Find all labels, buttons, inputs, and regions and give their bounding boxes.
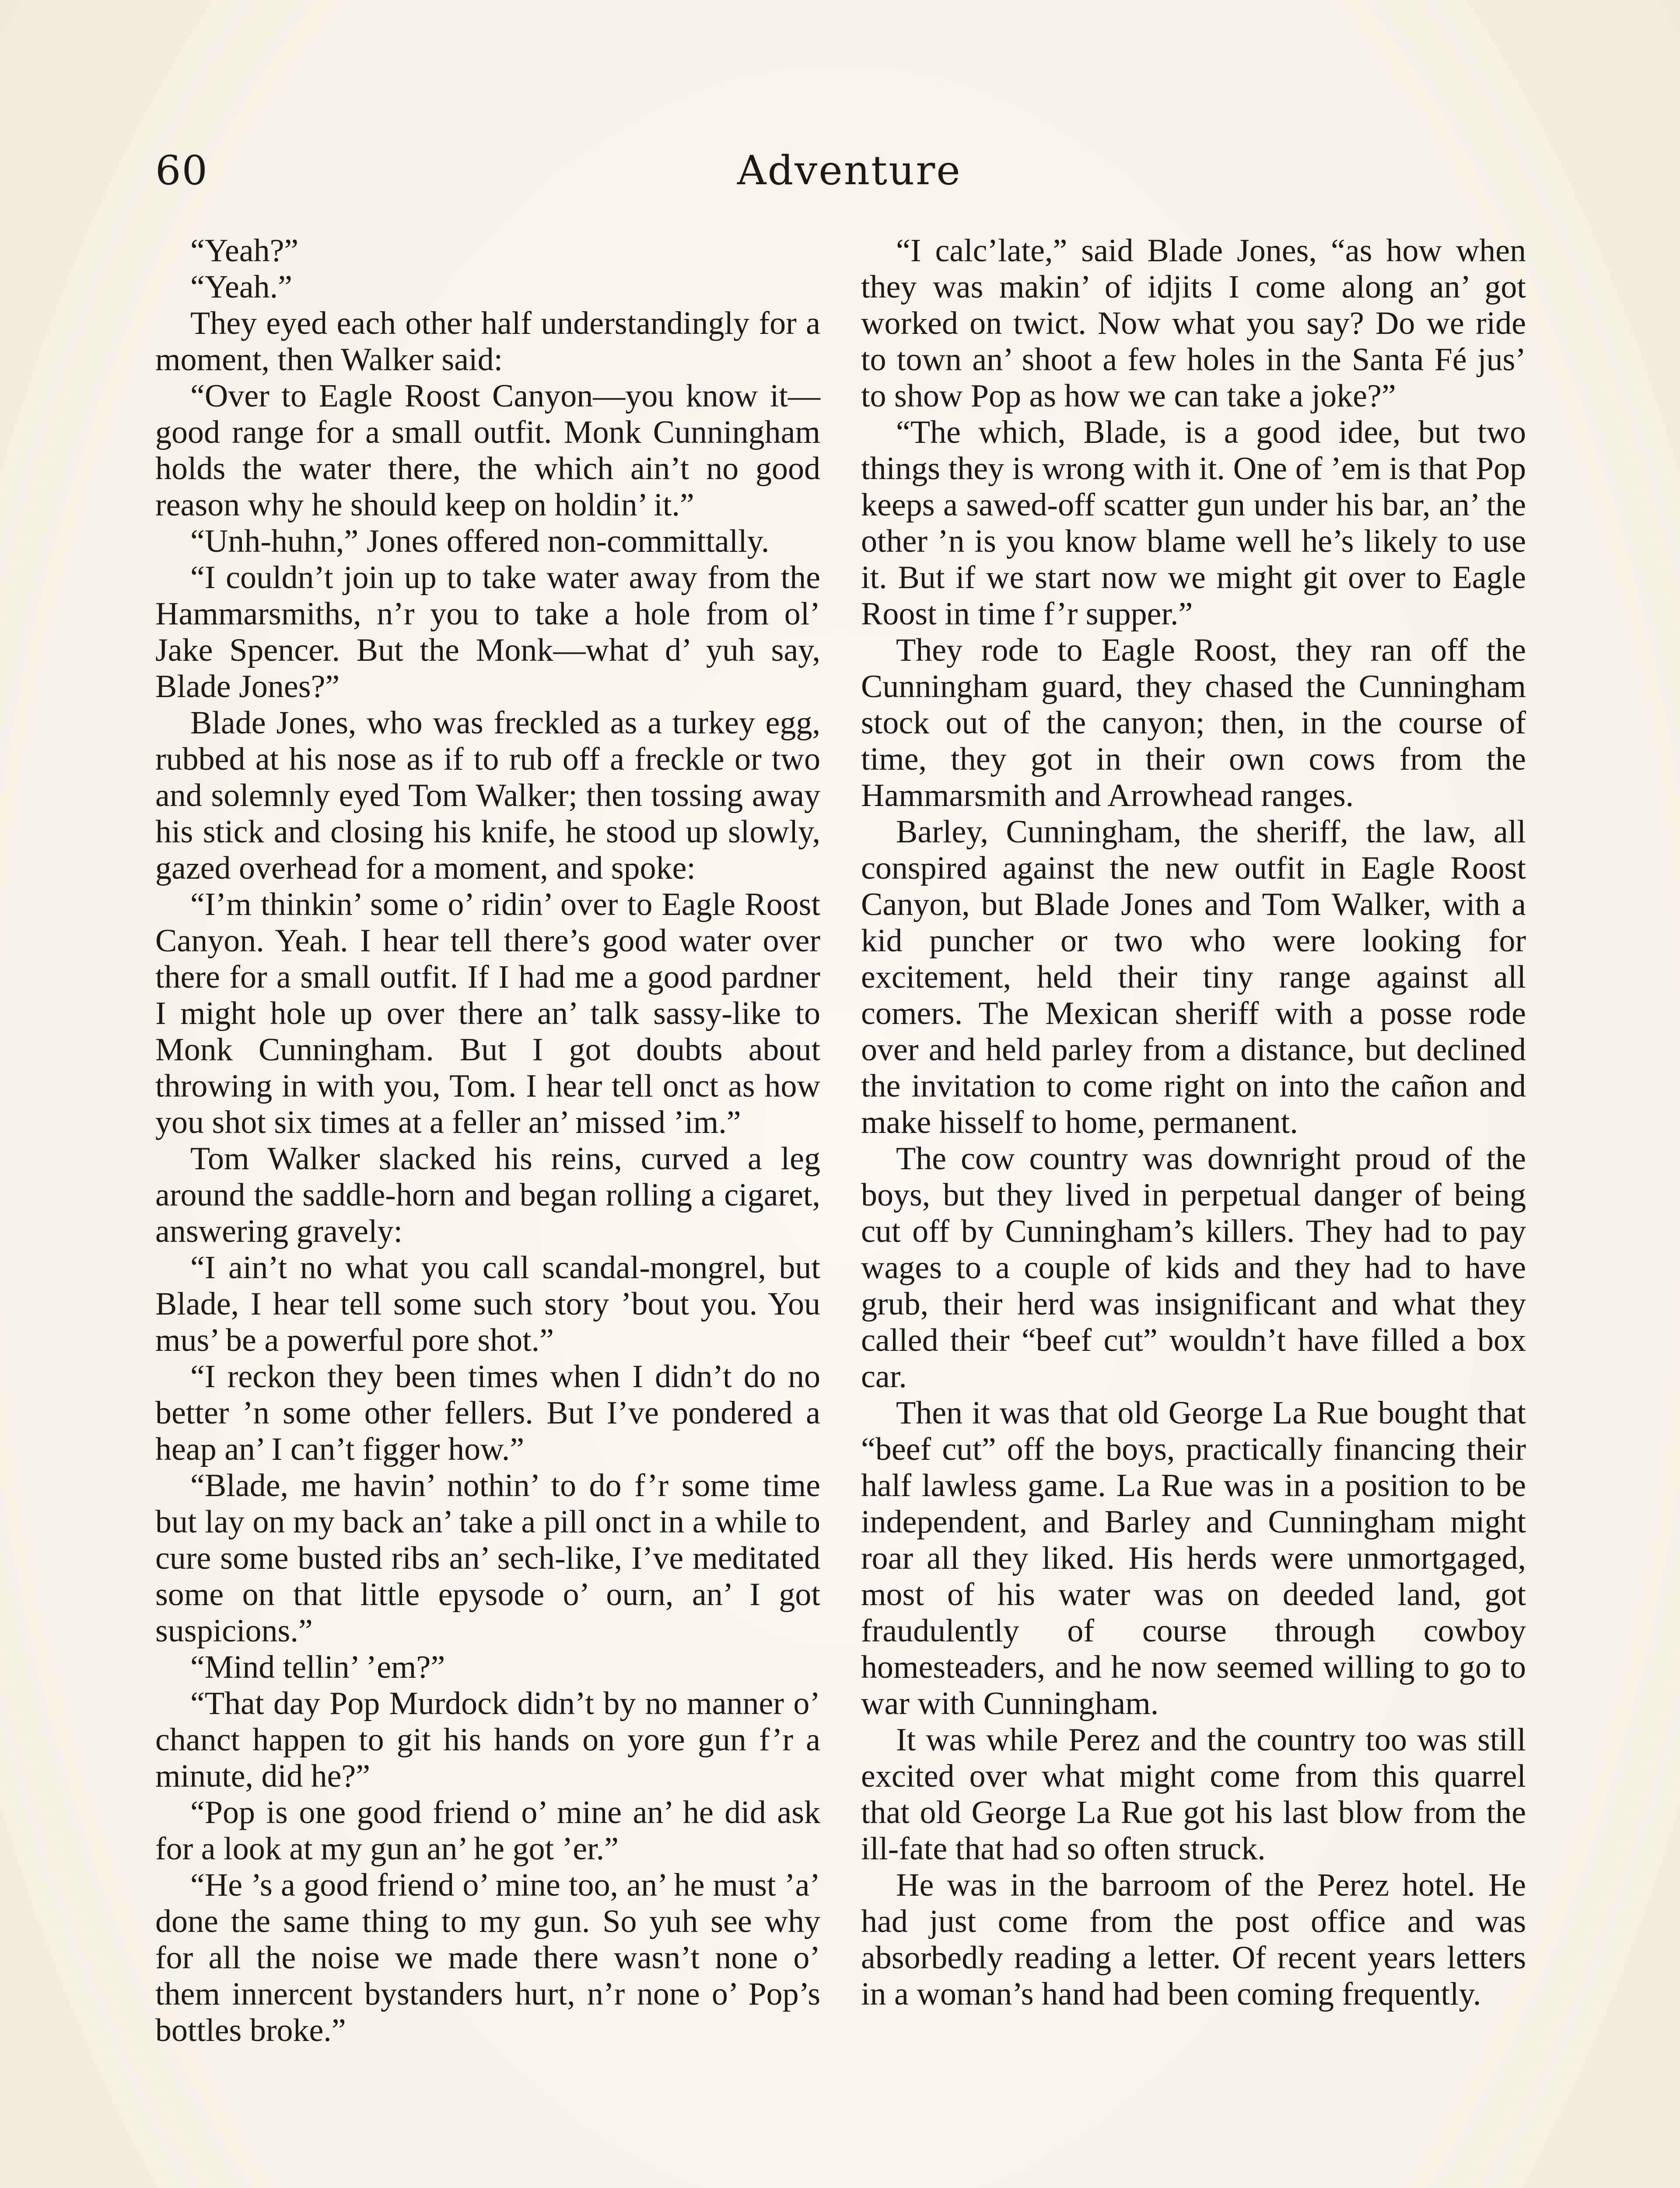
paragraph: “Yeah.” — [190, 269, 292, 305]
paragraph: It was while Perez and the country too was still excited over what might come from this quarrel that old George La Rue got his last blow from the ill-fate that had so often struck. — [861, 1722, 1526, 1867]
right-column — [861, 233, 1526, 2013]
paragraph: “Pop is one good friend o’ mine an’ he did ask for a look at my gun an’ he got ’er.” — [155, 1795, 820, 1867]
left-column — [155, 233, 820, 2049]
paragraph: “Blade, me havin’ nothin’ to do f’r some time but lay on my back an’ take a pill onct in a while to cure some busted ribs an’ sech-like, I’ve meditated some on that little epysode o’ ourn, an’ I got suspicions.” — [155, 1468, 820, 1649]
paragraph: Blade Jones, who was freckled as a turkey egg, rubbed at his nose as if to rub off a freckle or two and solemnly eyed Tom Walker; then tossing away his stick and closing his knife, he stood up slowly, gazed overhead for a moment, and spoke: — [155, 705, 820, 886]
paragraph: Then it was that old George La Rue bought that “beef cut” off the boys, practically financing their half lawless game. La Rue was in a position to be independent, and Barley and Cunningham might roar all they liked. His herds were unmortgaged, most of his water was on deeded land, got fraudulently of course through cowboy homesteaders, and he now seemed willing to go to war with Cunningham. — [861, 1395, 1526, 1722]
paragraph: They eyed each other half understandingly for a moment, then Walker said: — [155, 305, 820, 378]
paragraph: Tom Walker slacked his reins, curved a leg around the saddle-horn and began rolling a cigaret, answering gravely: — [155, 1141, 820, 1249]
paragraph: “I’m thinkin’ some o’ ridin’ over to Eagle Roost Canyon. Yeah. I hear tell there’s good water over there for a small outfit. If I had me a good pardner I might hole up over there an’ talk sassy-like to Monk Cunningham. But I got doubts about throwing in with you, Tom. I hear tell onct as how you shot six times at a feller an’ missed ’im.” — [155, 887, 820, 1140]
page-number: 60 — [155, 147, 209, 194]
paragraph: “I calc’late,” said Blade Jones, “as how when they was makin’ of idjits I come along an’ got worked on twict. Now what you say? Do we ride to town an’ shoot a few holes in the Santa Fé jus’ to show Pop as how we can take a joke?” — [861, 233, 1526, 414]
paragraph: “Yeah?” — [190, 233, 299, 269]
paragraph: “Mind tellin’ ’em?” — [190, 1649, 445, 1685]
paragraph: “I reckon they been times when I didn’t do no better ’n some other fellers. But I’ve pondered a heap an’ I can’t figger how.” — [155, 1359, 820, 1467]
paragraph: “That day Pop Murdock didn’t by no manner o’ chanct happen to git his hands on yore gun f’r a minute, did he?” — [155, 1686, 820, 1794]
running-title: Adventure — [737, 147, 962, 194]
paragraph: “The which, Blade, is a good idee, but two things they is wrong with it. One of ’em is that Pop keeps a sawed-off scatter gun under his bar, an’ the other ’n is you know blame well he’s likely to use it. But if we start now we might git over to Eagle Roost in time f’r supper.” — [861, 414, 1526, 632]
paragraph: He was in the barroom of the Perez hotel. He had just come from the post office and was absorbedly reading a letter. Of recent years letters in a woman’s hand had been coming frequently. — [861, 1867, 1526, 2012]
paragraph: “Unh-huhn,” Jones offered non-committally. — [190, 523, 770, 559]
paragraph: “I couldn’t join up to take water away from the Hammarsmiths, n’r you to take a hole from ol’ Jake Spencer. But the Monk—what d’ yuh say, Blade Jones?” — [155, 560, 820, 705]
paragraph: Barley, Cunningham, the sheriff, the law, all conspired against the new outfit in Eagle Roost Canyon, but Blade Jones and Tom Walker, with a kid puncher or two who were looking for excitement, held their tiny range against all comers. The Mexican sheriff with a posse rode over and held parley from a distance, but declined the invitation to come right on into the cañon and make hisself to home, permanent. — [861, 814, 1526, 1140]
paragraph: “He ’s a good friend o’ mine too, an’ he must ’a’ done the same thing to my gun. So yuh see why for all the noise we made there wasn’t none o’ them innercent bystanders hurt, n’r none o’ Pop’s bottles broke.” — [155, 1867, 820, 2048]
paragraph: “I ain’t no what you call scandal-mongrel, but Blade, I hear tell some such story ’bout you. You mus’ be a powerful pore shot.” — [155, 1250, 820, 1358]
paragraph: The cow country was downright proud of the boys, but they lived in perpetual danger of being cut off by Cunningham’s killers. They had to pay wages to a couple of kids and they had to have grub, their herd was insignificant and what they called their “beef cut” wouldn’t have filled a box car. — [861, 1141, 1526, 1395]
paragraph: They rode to Eagle Roost, they ran off the Cunningham guard, they chased the Cunningham stock out of the canyon; then, in the course of time, they got in their own cows from the Hammarsmith and Arrowhead ranges. — [861, 632, 1526, 813]
running-head — [155, 144, 962, 206]
paragraph: “Over to Eagle Roost Canyon—you know it—good range for a small outfit. Monk Cunningham holds the water there, the which ain’t no good reason why he should keep on holdin’ it.” — [155, 378, 820, 523]
